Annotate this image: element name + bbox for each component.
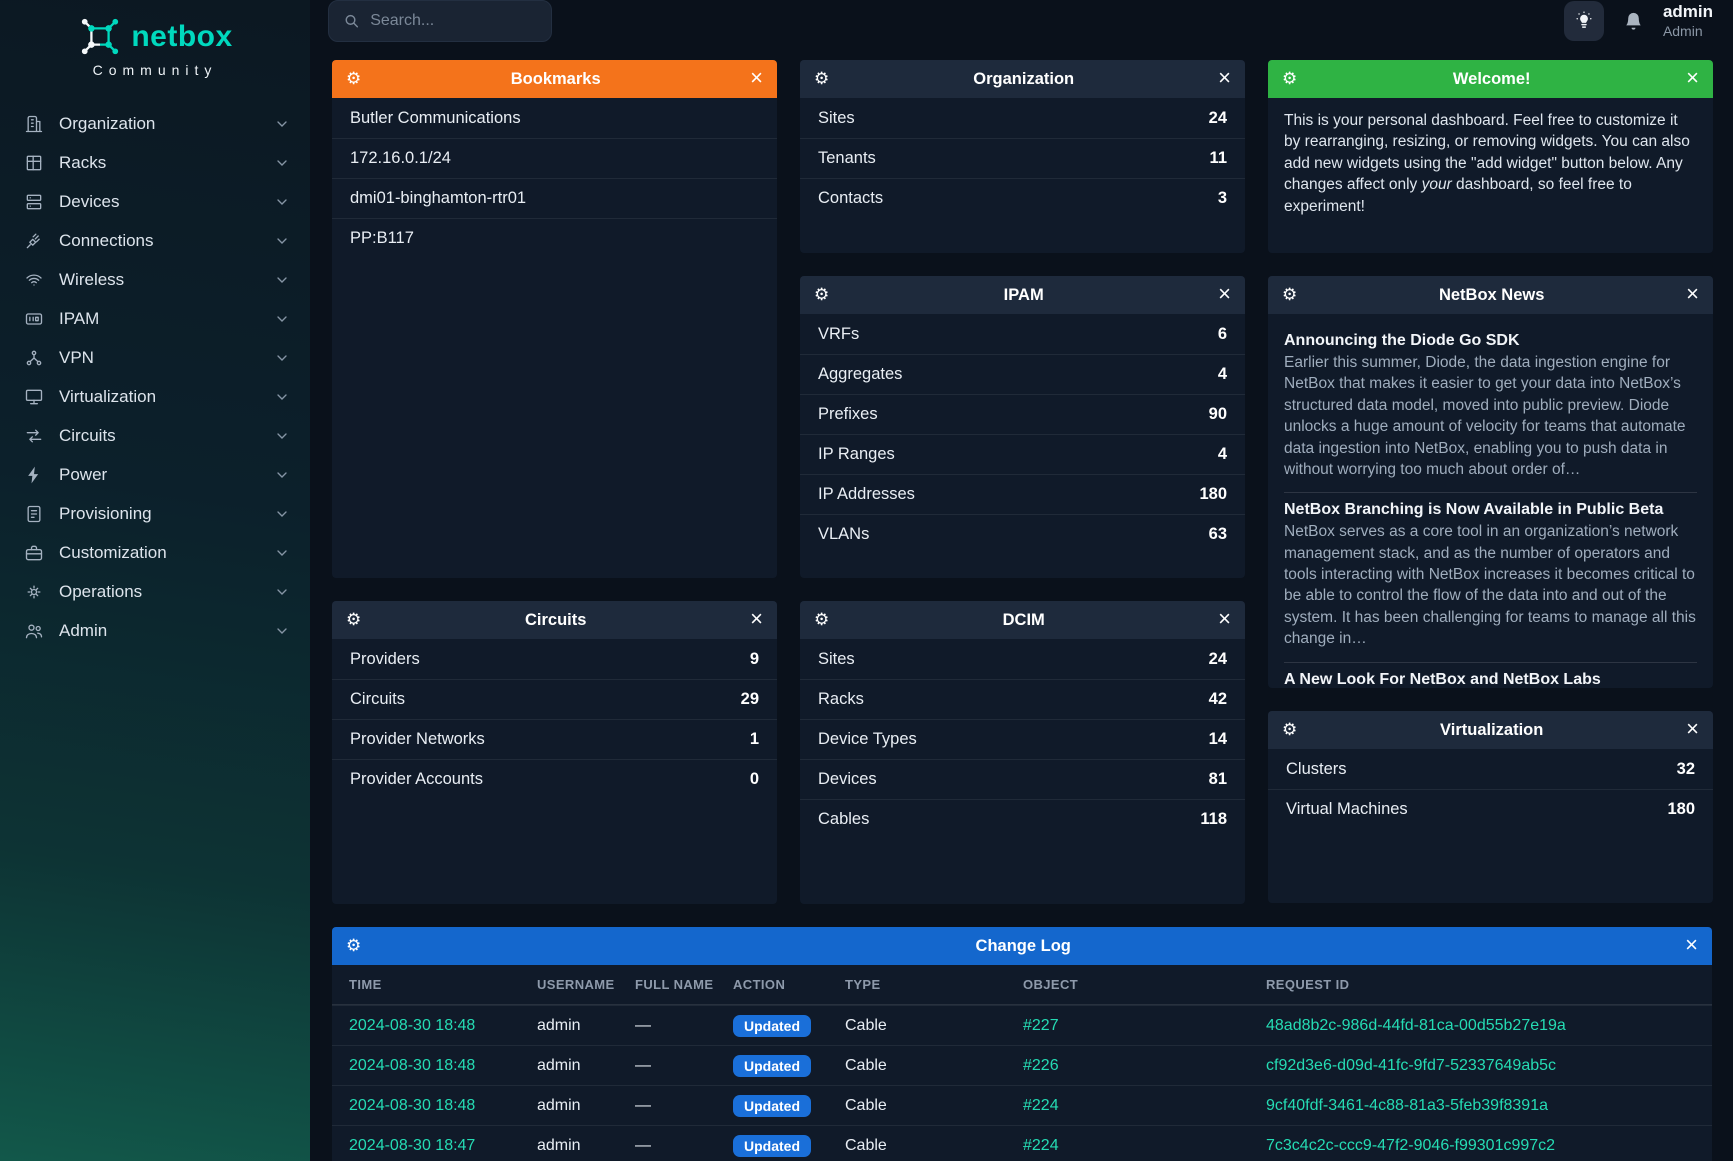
bookmark-item[interactable]: Butler Communications [350, 108, 521, 127]
netbox-logo-icon [77, 16, 123, 58]
action-cell [733, 1015, 845, 1037]
lightbulb-icon [1573, 10, 1595, 32]
stat-label: Device Types [818, 730, 917, 748]
change-username: admin [537, 1016, 581, 1034]
change-username: admin [537, 1096, 581, 1114]
gear-icon[interactable]: ⚙ [1282, 284, 1298, 305]
action-badge[interactable]: Updated [733, 1015, 811, 1037]
action-badge[interactable]: Updated [733, 1135, 811, 1157]
welcome-widget-header [1268, 60, 1713, 98]
sidebar-item-label: Organization [59, 113, 156, 133]
server-icon [24, 192, 44, 212]
object-link[interactable]: #224 [1023, 1096, 1059, 1114]
sidebar-item-customization[interactable] [0, 533, 310, 572]
sidebar-item-label: Devices [59, 191, 120, 211]
stat-row[interactable] [800, 434, 1245, 474]
widget-title: DCIM [1002, 610, 1045, 629]
request-id-link[interactable]: 7c3c4c2c-ccc9-47f2-9046-f99301c997c2 [1266, 1136, 1556, 1154]
news-item [1284, 662, 1697, 689]
column-header: OBJECT [1023, 977, 1079, 992]
action-cell [733, 1095, 845, 1117]
chevron-down-icon [274, 233, 290, 249]
changelog-widget [332, 927, 1712, 1161]
search-icon [343, 11, 360, 31]
change-time-link[interactable]: 2024-08-30 18:48 [349, 1096, 476, 1114]
sidebar-item-label: Wireless [59, 269, 125, 289]
changelog-row [332, 1085, 1712, 1125]
stat-label: Sites [818, 649, 855, 668]
stat-value: 4 [1217, 365, 1227, 383]
close-icon[interactable]: × [1686, 281, 1699, 306]
stat-label: VRFs [818, 324, 860, 343]
stat-value: 24 [1208, 108, 1227, 127]
change-fullname: — [635, 1056, 651, 1074]
stat-row[interactable] [332, 639, 777, 679]
sidebar-item-label: Power [59, 464, 108, 484]
action-cell [733, 1135, 845, 1157]
sidebar-item-provisioning[interactable] [0, 494, 310, 533]
main-area [310, 0, 1733, 1161]
stat-row[interactable] [800, 178, 1245, 218]
bookmark-item[interactable]: 172.16.0.1/24 [332, 138, 777, 178]
transfer-icon [24, 426, 44, 446]
chevron-down-icon [274, 116, 290, 132]
chevron-down-icon [274, 350, 290, 366]
change-username: admin [537, 1056, 581, 1074]
topbar [310, 0, 1733, 42]
change-type: Cable [845, 1056, 887, 1074]
stat-value: 1 [749, 730, 759, 748]
user-role: Admin [1662, 22, 1703, 39]
stat-value: 81 [1208, 770, 1227, 788]
widget-title: Organization [973, 69, 1075, 88]
column-header: TYPE [845, 977, 881, 992]
close-icon[interactable]: × [1685, 932, 1698, 957]
change-time-link[interactable]: 2024-08-30 18:48 [349, 1016, 476, 1034]
sidebar-item-power[interactable] [0, 455, 310, 494]
widget-title: Change Log [975, 936, 1071, 955]
widget-title: Virtualization [1440, 720, 1544, 739]
column-header: TIME [349, 977, 382, 992]
stat-row[interactable] [1268, 749, 1713, 789]
stat-value: 11 [1209, 149, 1227, 167]
change-username: admin [537, 1136, 581, 1154]
sidebar-item-circuits[interactable] [0, 416, 310, 455]
gear-icon[interactable]: ⚙ [814, 609, 830, 630]
sidebar-item-racks[interactable] [0, 143, 310, 182]
bookmark-item[interactable]: dmi01-binghamton-rtr01 [332, 178, 777, 218]
user-name: admin [1662, 2, 1713, 22]
building-icon [24, 114, 44, 134]
network-icon [24, 348, 44, 368]
stat-value: 6 [1217, 324, 1227, 343]
organization-widget-header [800, 60, 1245, 98]
widget-title: Welcome! [1452, 69, 1531, 88]
stat-value: 24 [1208, 649, 1227, 668]
circuits-widget [332, 601, 777, 904]
chevron-down-icon [274, 272, 290, 288]
search-input[interactable] [370, 12, 537, 30]
monitor-icon [24, 387, 44, 407]
stat-row[interactable] [800, 98, 1245, 138]
sidebar-item-wireless[interactable] [0, 260, 310, 299]
close-icon[interactable]: × [1686, 65, 1699, 90]
stat-label: Racks [818, 690, 864, 708]
notifications-button[interactable] [1622, 10, 1645, 33]
stat-label: Provider Accounts [350, 770, 483, 788]
sidebar-item-label: Provisioning [59, 503, 152, 523]
ip-card-icon [24, 309, 44, 329]
gears-icon [24, 582, 44, 602]
rack-icon [24, 153, 44, 173]
change-type: Cable [845, 1136, 887, 1154]
stat-row[interactable] [800, 394, 1245, 434]
stat-row[interactable] [332, 719, 777, 759]
change-type: Cable [845, 1096, 887, 1114]
close-icon[interactable]: × [750, 65, 763, 90]
sidebar-item-label: Customization [59, 542, 167, 562]
column-header: FULL NAME [635, 977, 714, 992]
chevron-down-icon [274, 506, 290, 522]
brand[interactable] [0, 16, 310, 58]
welcome-widget [1268, 60, 1713, 253]
stat-label: VLANs [818, 525, 870, 543]
changelog-row [332, 1005, 1712, 1045]
users-icon [24, 621, 44, 641]
stat-value: 90 [1208, 405, 1227, 423]
request-id-link[interactable]: cf92d3e6-d09d-41fc-9fd7-52337649ab5c [1266, 1056, 1557, 1074]
change-fullname: — [635, 1136, 651, 1154]
column-header: ACTION [733, 977, 786, 992]
sidebar-item-label: Racks [59, 152, 107, 172]
close-icon[interactable]: × [1218, 281, 1231, 306]
brand-subtitle: Community [92, 62, 218, 78]
bookmarks-widget [332, 60, 777, 578]
stat-value: 3 [1217, 189, 1227, 207]
chevron-down-icon [274, 155, 290, 171]
dashboard [310, 42, 1733, 1161]
gear-icon[interactable]: ⚙ [346, 935, 362, 956]
stat-label: Contacts [818, 189, 884, 207]
news-item [1284, 324, 1697, 492]
action-badge[interactable]: Updated [733, 1055, 811, 1077]
chevron-down-icon [274, 428, 290, 444]
stat-value: 0 [749, 770, 759, 788]
stat-label: Circuits [350, 690, 406, 708]
sidebar-item-organization[interactable] [0, 104, 310, 143]
news-body: Earlier this summer, Diode, the data ingestion engine for NetBox that makes it easier to get your data into NetBox’s structured data model, moved into public preview. Diode unlocks a huge amount of velocity for teams that automate data ingestion into NetBox, enabling you to push data in without worrying too much about order of… [1284, 354, 1686, 478]
sidebar-item-label: IPAM [59, 308, 100, 328]
sidebar-item-label: Connections [59, 230, 154, 250]
sidebar-item-label: Circuits [59, 425, 116, 445]
changelog-row [332, 1045, 1712, 1085]
bookmarks-widget-header [332, 60, 777, 98]
stat-value: 4 [1217, 445, 1227, 463]
stat-value: 32 [1676, 759, 1695, 778]
chevron-down-icon [274, 623, 290, 639]
stat-label: Clusters [1286, 759, 1347, 778]
stat-value: 29 [740, 690, 759, 708]
sidebar-item-label: VPN [59, 347, 94, 367]
bell-icon [1622, 10, 1645, 33]
stat-value: 180 [1667, 800, 1695, 818]
stat-label: Prefixes [818, 405, 878, 423]
bookmark-item[interactable]: PP:B117 [332, 218, 777, 258]
stat-label: Devices [818, 770, 877, 788]
stat-label: Tenants [818, 149, 876, 167]
stat-row[interactable] [332, 759, 777, 799]
widget-title: IPAM [1003, 285, 1044, 304]
close-icon[interactable]: × [1686, 716, 1699, 741]
search-box[interactable] [328, 0, 552, 42]
user-menu[interactable] [1663, 2, 1713, 39]
ipam-widget-header [800, 276, 1245, 314]
circuits-widget-header [332, 601, 777, 639]
stat-label: IP Addresses [818, 485, 915, 503]
stat-row[interactable] [800, 138, 1245, 178]
close-icon[interactable]: × [1218, 606, 1231, 631]
changelog-widget-header [332, 927, 1712, 965]
organization-widget [800, 60, 1245, 253]
stat-label: Cables [818, 810, 870, 828]
stat-label: Providers [350, 649, 420, 668]
news-item [1284, 492, 1697, 661]
stat-value: 14 [1208, 730, 1227, 748]
stat-row[interactable] [800, 759, 1245, 799]
stat-row[interactable] [800, 799, 1245, 839]
stat-label: Provider Networks [350, 730, 485, 748]
sidebar-nav [0, 104, 310, 650]
gear-icon[interactable]: ⚙ [1282, 719, 1298, 740]
stat-label: Aggregates [818, 365, 903, 383]
request-id-link[interactable]: 48ad8b2c-986d-44fd-81ca-00d55b27e19a [1266, 1016, 1566, 1034]
sidebar-item-label: Operations [59, 581, 143, 601]
stat-label: Virtual Machines [1286, 800, 1408, 818]
gear-icon[interactable]: ⚙ [346, 609, 362, 630]
stat-row[interactable] [1268, 789, 1713, 829]
virtualization-widget [1268, 711, 1713, 903]
action-badge[interactable]: Updated [733, 1095, 811, 1117]
sidebar-item-connections[interactable] [0, 221, 310, 260]
gear-icon[interactable]: ⚙ [1282, 68, 1298, 89]
document-icon [24, 504, 44, 524]
sidebar [0, 0, 310, 1161]
stat-row[interactable] [332, 679, 777, 719]
request-id-link[interactable]: 9cf40fdf-3461-4c88-81a3-5feb39f8391a [1266, 1096, 1548, 1114]
changelog-header-row [332, 965, 1712, 1005]
stat-value: 63 [1208, 525, 1227, 543]
stat-value: 42 [1208, 690, 1227, 708]
news-headline[interactable]: NetBox Branching is Now Available in Public Beta [1284, 501, 1664, 519]
stat-label: IP Ranges [818, 445, 895, 463]
virtualization-widget-header [1268, 711, 1713, 749]
stat-row[interactable] [800, 474, 1245, 514]
news-headline[interactable]: Announcing the Diode Go SDK [1284, 332, 1520, 349]
chevron-down-icon [274, 467, 290, 483]
sidebar-item-vpn[interactable] [0, 338, 310, 377]
gear-icon[interactable]: ⚙ [814, 284, 830, 305]
change-type: Cable [845, 1016, 887, 1034]
welcome-text: This is your personal dashboard. Feel free to customize it by rearranging, resizing, or removing widgets. You can also add new widgets using the "add widget" button below. Any changes affect only your dashboard, so feel free to experiment! [1284, 112, 1690, 215]
object-link[interactable]: #226 [1023, 1056, 1059, 1074]
plug-icon [24, 231, 44, 251]
sidebar-item-label: Virtualization [59, 386, 157, 406]
column-header: REQUEST ID [1266, 977, 1350, 992]
stat-label: Sites [818, 108, 855, 127]
theme-toggle-button[interactable] [1564, 1, 1604, 41]
change-fullname: — [635, 1096, 651, 1114]
chevron-down-icon [274, 545, 290, 561]
brand-name: netbox [131, 20, 233, 53]
stat-value: 180 [1199, 485, 1227, 503]
change-fullname: — [635, 1016, 651, 1034]
sidebar-item-virtualization[interactable] [0, 377, 310, 416]
stat-value: 118 [1200, 810, 1227, 828]
widget-title: Circuits [524, 610, 587, 629]
change-time-link[interactable]: 2024-08-30 18:48 [349, 1056, 476, 1074]
change-time-link[interactable]: 2024-08-30 18:47 [349, 1136, 476, 1154]
object-link[interactable]: #227 [1023, 1016, 1059, 1034]
action-cell [733, 1055, 845, 1077]
gear-icon[interactable]: ⚙ [346, 68, 362, 89]
sidebar-item-operations[interactable] [0, 572, 310, 611]
stat-row[interactable] [800, 679, 1245, 719]
stat-row[interactable] [800, 639, 1245, 679]
wifi-icon [24, 270, 44, 290]
ipam-widget [800, 276, 1245, 578]
stat-value: 9 [749, 649, 759, 668]
news-body: NetBox serves as a core tool in an organization’s network management stack, and as the number of operators and tools interacting with NetBox increases it becomes critical to be able to control the flow of the data into and out of the system. It has been challenging for teams to manage all this change in… [1284, 523, 1696, 648]
news-widget-header [1268, 276, 1713, 314]
chevron-down-icon [274, 389, 290, 405]
gear-icon[interactable]: ⚙ [814, 68, 830, 89]
changelog-row [332, 1125, 1712, 1161]
sidebar-item-label: Admin [59, 620, 108, 640]
close-icon[interactable]: × [750, 606, 763, 631]
stat-row[interactable] [800, 719, 1245, 759]
stat-row[interactable] [800, 354, 1245, 394]
close-icon[interactable]: × [1218, 65, 1231, 90]
chevron-down-icon [274, 311, 290, 327]
stat-row[interactable] [800, 514, 1245, 554]
news-headline[interactable]: A New Look For NetBox and NetBox Labs [1284, 670, 1601, 688]
briefcase-icon [24, 543, 44, 563]
object-link[interactable]: #224 [1023, 1136, 1059, 1154]
sidebar-item-admin[interactable] [0, 611, 310, 650]
column-header: USERNAME [537, 977, 615, 992]
sidebar-item-ipam[interactable] [0, 299, 310, 338]
chevron-down-icon [274, 194, 290, 210]
dcim-widget-header [800, 601, 1245, 639]
widget-title: NetBox News [1438, 285, 1545, 304]
sidebar-item-devices[interactable] [0, 182, 310, 221]
stat-row[interactable] [800, 314, 1245, 354]
dcim-widget [800, 601, 1245, 904]
chevron-down-icon [274, 584, 290, 600]
netbox-news-widget [1268, 276, 1713, 688]
widget-title: Bookmarks [510, 69, 601, 88]
bolt-icon [24, 465, 44, 485]
